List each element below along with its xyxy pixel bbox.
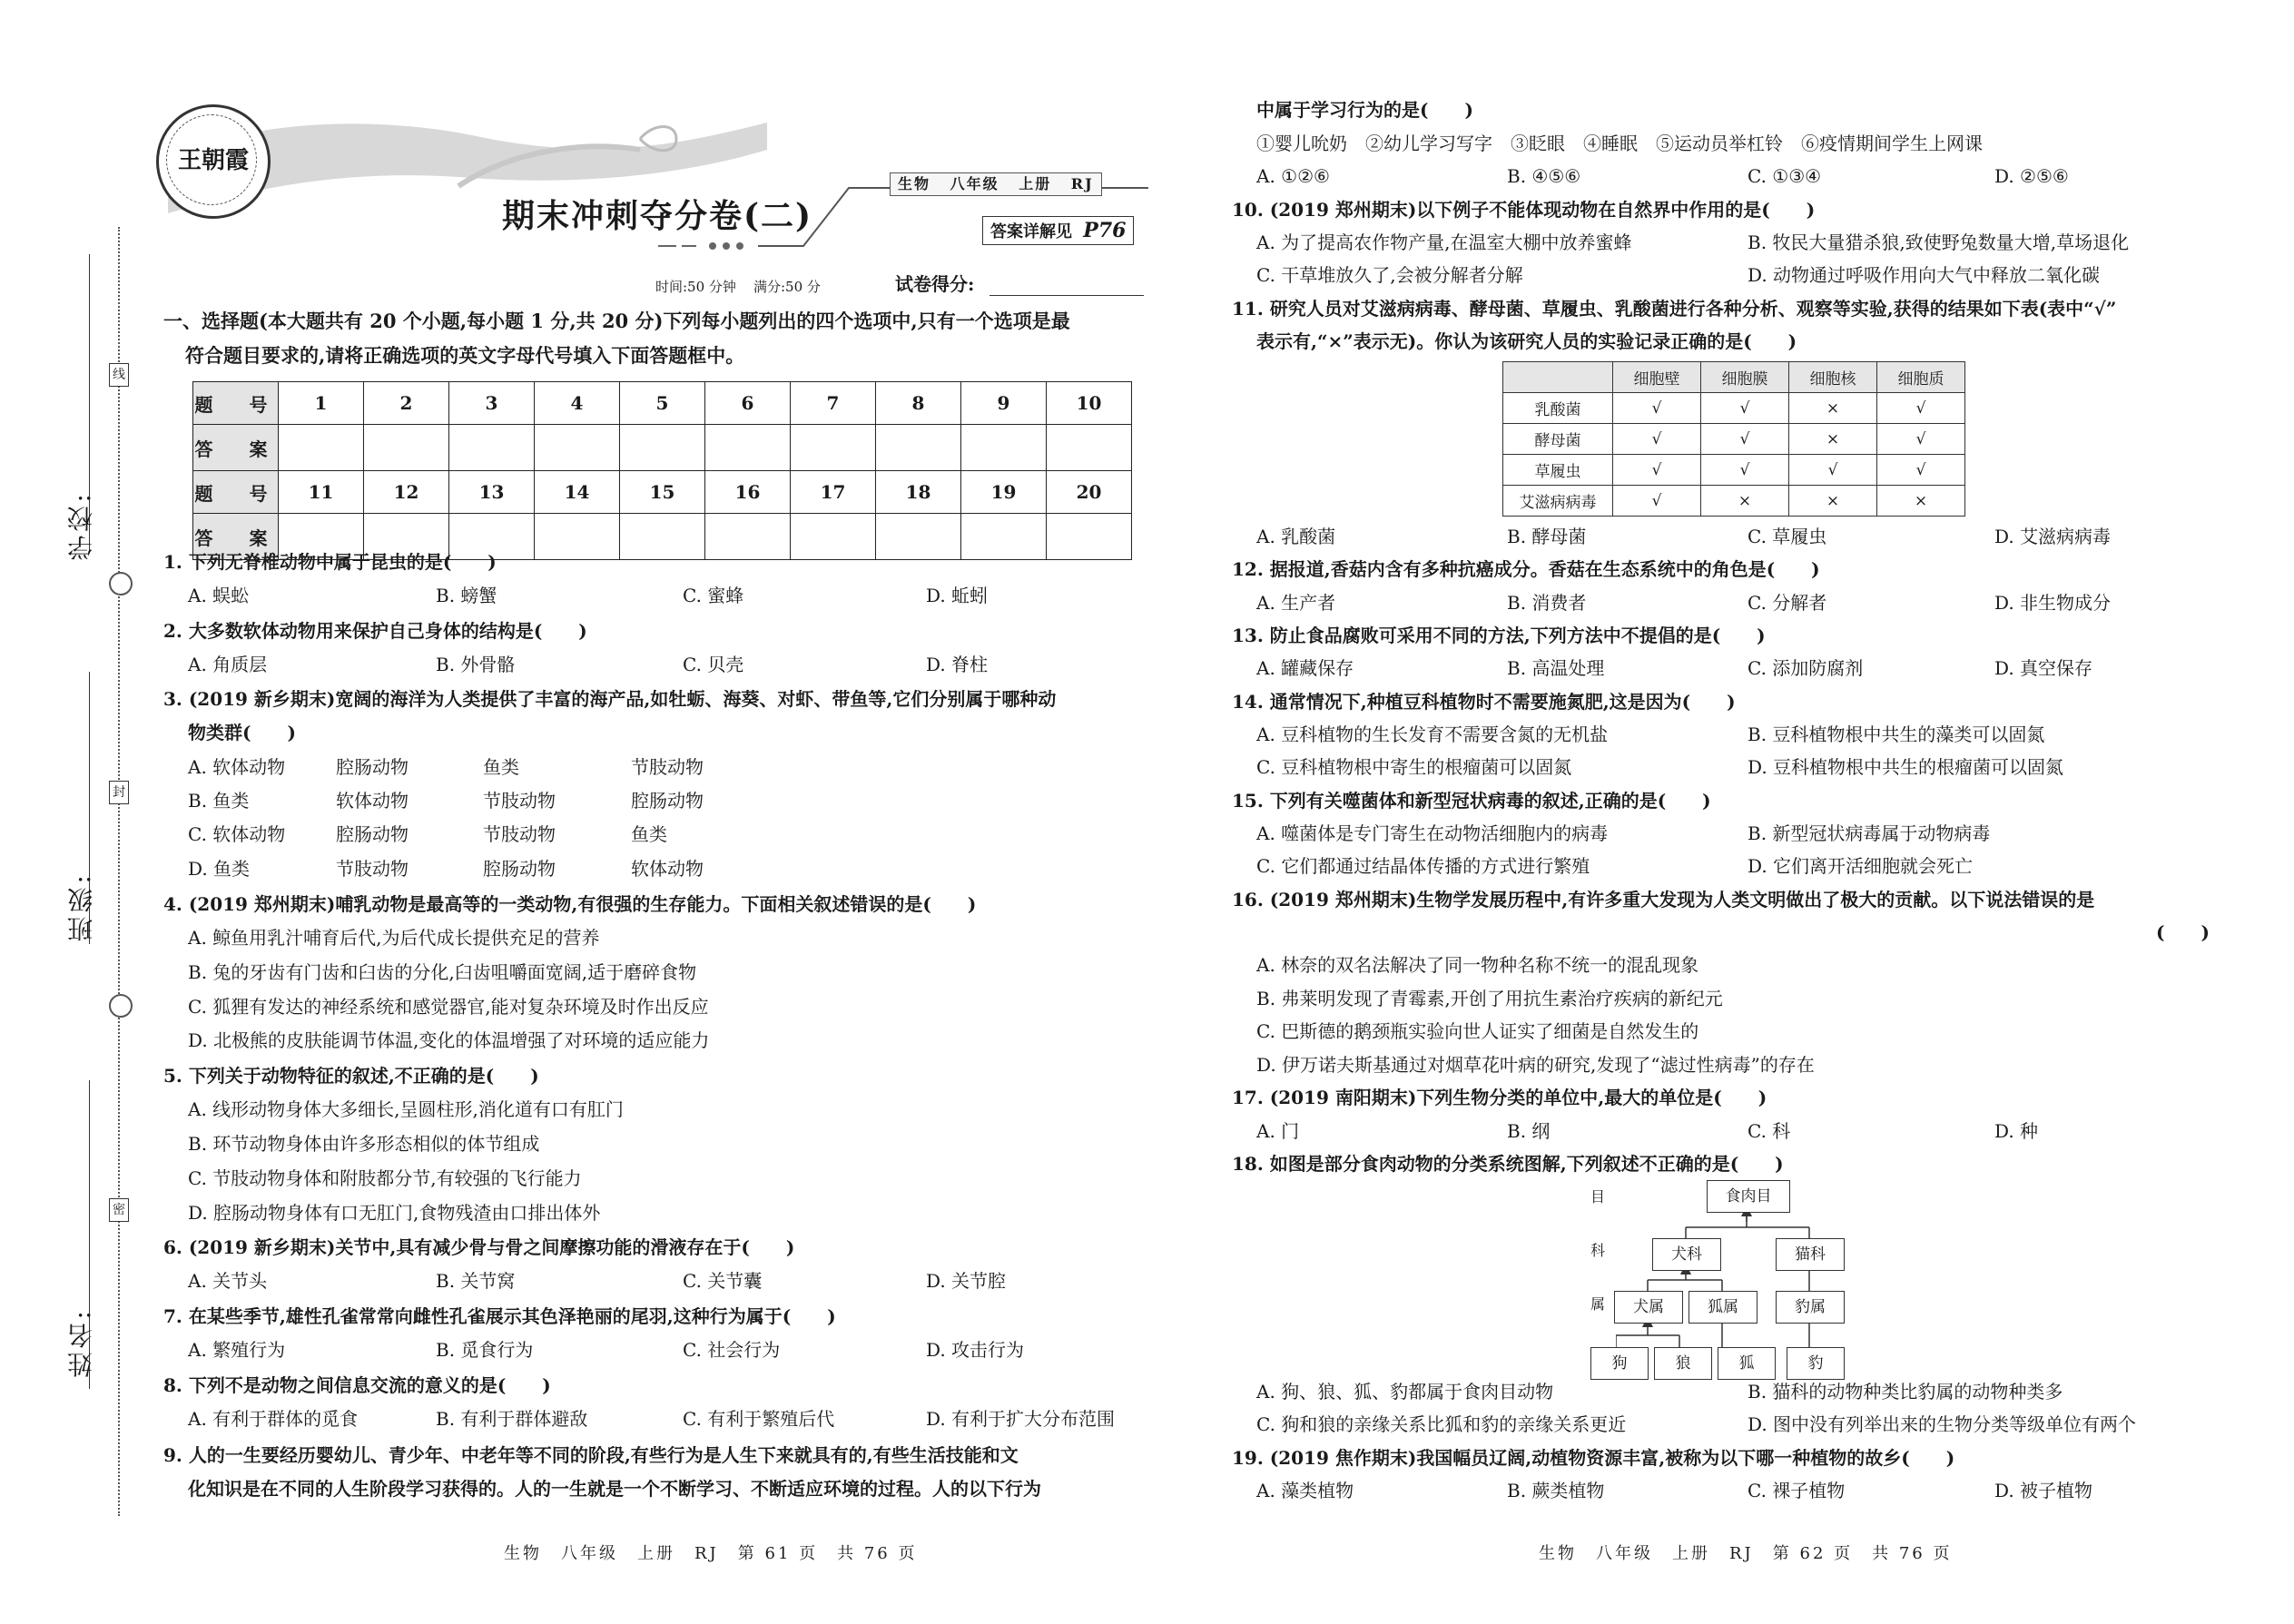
- taxon-species-fox: 狐: [1718, 1347, 1776, 1380]
- binding-mark-line: 线: [109, 363, 129, 387]
- question-15-option-d[interactable]: D. 它们离开活细胞就会死亡: [1748, 855, 1974, 877]
- answer-grid-number: 15: [620, 471, 705, 514]
- cell-table-header: 细胞核: [1789, 362, 1877, 393]
- left-page-footer: 生物 八年级 上册 RJ 第 61 页 共 76 页: [504, 1544, 918, 1563]
- question-15-stem: 15. 下列有关噬菌体和新型冠状病毒的叙述,正确的是( ): [1232, 790, 1711, 812]
- question-11-stem-1: 11. 研究人员对艾滋病病毒、酵母菌、草履虫、乳酸菌进行各种分析、观察等实验,获得的结果如下表(表中“√”: [1232, 298, 2117, 320]
- question-5-option-a[interactable]: A. 线形动物身体大多细长,呈圆柱形,消化道有口有肛门: [188, 1098, 624, 1120]
- tag-edition: RJ: [1070, 175, 1094, 192]
- cell-table-row-label: 乳酸菌: [1503, 393, 1613, 424]
- answer-grid-number: 8: [876, 382, 961, 425]
- cell-table-value: √: [1789, 455, 1877, 486]
- option-b-col2: 软体动物: [336, 790, 409, 812]
- question-16-stem: 16. (2019 郑州期末)生物学发展历程中,有许多重大发现为人类文明做出了极大的贡献。以下说法错误的是: [1232, 889, 2095, 910]
- question-16-option-c[interactable]: C. 巴斯德的鹅颈瓶实验向世人证实了细菌是自然发生的: [1256, 1020, 1699, 1042]
- name-label: 姓名:: [66, 1307, 96, 1378]
- answer-grid-number: 7: [791, 382, 876, 425]
- tag-volume: 上册: [1019, 175, 1052, 192]
- question-9-option-a[interactable]: A. ①②⑥: [1256, 165, 1330, 187]
- question-13-option-d[interactable]: D. 真空保存: [1994, 657, 2093, 679]
- class-label: 班级:: [66, 871, 96, 942]
- question-4-option-a[interactable]: A. 鲸鱼用乳汁哺育后代,为后代成长提供充足的营养: [188, 927, 600, 949]
- cell-table-value: ×: [1789, 424, 1877, 455]
- answer-grid-number: 19: [961, 471, 1047, 514]
- question-9-option-c[interactable]: C. ①③④: [1748, 165, 1822, 187]
- answer-grid-number: 2: [364, 382, 449, 425]
- school-label: 学校:: [66, 490, 96, 561]
- question-1-option-a[interactable]: A. 蜈蚣: [188, 585, 250, 606]
- answer-cell[interactable]: [535, 425, 620, 471]
- paper-title: 期末冲刺夺分卷(二): [502, 197, 813, 235]
- question-19-option-c[interactable]: C. 裸子植物: [1748, 1480, 1846, 1501]
- question-14-option-d[interactable]: D. 豆科植物根中共生的根瘤菌可以固氮: [1748, 756, 2064, 778]
- answer-cell[interactable]: [1047, 425, 1132, 471]
- question-6-stem: 6. (2019 新乡期末)关节中,具有减少骨与骨之间摩擦功能的滑液存在于( ): [163, 1236, 795, 1258]
- option-a-col2: 腔肠动物: [336, 756, 409, 778]
- question-3-stem-cont: 物类群( ): [188, 722, 296, 743]
- question-11-option-b[interactable]: B. 酵母菌: [1507, 526, 1587, 547]
- question-2-stem: 2. 大多数软体动物用来保护自己身体的结构是( ): [163, 620, 587, 642]
- option-c-col2: 腔肠动物: [336, 823, 409, 845]
- question-10-option-a[interactable]: A. 为了提高农作物产量,在温室大棚中放养蜜蜂: [1256, 231, 1632, 253]
- answer-cell[interactable]: [705, 514, 791, 560]
- question-14-option-a[interactable]: A. 豆科植物的生长发育不需要含氮的无机盐: [1256, 723, 1609, 745]
- taxon-family-felidae: 猫科: [1776, 1238, 1845, 1271]
- taxon-species-leopard: 豹: [1787, 1347, 1845, 1380]
- question-9-option-b[interactable]: B. ④⑤⑥: [1507, 165, 1581, 187]
- answer-cell[interactable]: [535, 514, 620, 560]
- question-17-option-c[interactable]: C. 科: [1748, 1120, 1791, 1142]
- answer-grid-number: 1: [279, 382, 364, 425]
- score-label: 试卷得分:: [895, 273, 975, 295]
- option-a-col3: 鱼类: [483, 756, 519, 778]
- level-order-label: 目: [1590, 1188, 1606, 1206]
- logo-text: 王朝霞: [177, 147, 249, 174]
- answer-cell[interactable]: [961, 425, 1047, 471]
- option-d-col3: 腔肠动物: [483, 858, 556, 880]
- answer-grid-number: 17: [791, 471, 876, 514]
- question-18-option-b[interactable]: B. 猫科的动物种类比豹属的动物种类多: [1748, 1381, 2063, 1403]
- cell-table-row-label: 草履虫: [1503, 455, 1613, 486]
- answer-grid-header: 题 号: [193, 382, 279, 425]
- answer-grid-number: 18: [876, 471, 961, 514]
- question-6-option-c[interactable]: C. 关节囊: [683, 1270, 763, 1292]
- question-2-option-c[interactable]: C. 贝壳: [683, 654, 744, 675]
- option-c-col1: C. 软体动物: [188, 823, 286, 845]
- answer-grid-number: 20: [1047, 471, 1132, 514]
- answer-cell[interactable]: [364, 425, 449, 471]
- question-7-option-a[interactable]: A. 繁殖行为: [188, 1339, 286, 1361]
- answer-grid-number: 3: [449, 382, 535, 425]
- section-1-instructions-2: 符合题目要求的,请将正确选项的英文字母代号填入下面答题框中。: [185, 344, 745, 367]
- cell-table-value: √: [1877, 424, 1965, 455]
- question-11-option-a[interactable]: A. 乳酸菌: [1256, 526, 1336, 547]
- question-1-option-c[interactable]: C. 蜜蜂: [683, 585, 744, 606]
- answer-grid-number: 11: [279, 471, 364, 514]
- question-13-option-a[interactable]: A. 罐藏保存: [1256, 657, 1354, 679]
- taxon-genus-vulpes: 狐属: [1689, 1291, 1757, 1324]
- answer-cell[interactable]: [620, 514, 705, 560]
- answer-grid-number: 16: [705, 471, 791, 514]
- option-d-col1: D. 鱼类: [188, 858, 251, 880]
- question-12-option-c[interactable]: C. 分解者: [1748, 592, 1827, 614]
- question-13-stem: 13. 防止食品腐败可采用不同的方法,下列方法中不提倡的是( ): [1232, 625, 1766, 646]
- answer-grid-number: 13: [449, 471, 535, 514]
- answer-cell[interactable]: [961, 514, 1047, 560]
- tag-subject: 生物: [898, 175, 931, 192]
- question-17-option-a[interactable]: A. 门: [1256, 1120, 1300, 1142]
- question-3-stem: 3. (2019 新乡期末)宽阔的海洋为人类提供了丰富的海产品,如牡蛎、海葵、对虾、带鱼等,它们分别属于哪种动: [163, 688, 1057, 710]
- question-15-option-a[interactable]: A. 噬菌体是专门寄生在动物活细胞内的病毒: [1256, 822, 1609, 844]
- cell-table-value: √: [1877, 455, 1965, 486]
- cell-table-value: ×: [1789, 486, 1877, 517]
- question-17-option-d[interactable]: D. 种: [1994, 1120, 2039, 1142]
- taxon-family-canidae: 犬科: [1652, 1238, 1721, 1271]
- option-d-col4: 软体动物: [631, 858, 704, 880]
- question-17-stem: 17. (2019 南阳期末)下列生物分类的单位中,最大的单位是( ): [1232, 1087, 1767, 1108]
- question-16-option-d[interactable]: D. 伊万诺夫斯基通过对烟草花叶病的研究,发现了“滤过性病毒”的存在: [1256, 1054, 1815, 1076]
- question-7-option-c[interactable]: C. 社会行为: [683, 1339, 781, 1361]
- question-6-option-d[interactable]: D. 关节腔: [926, 1270, 1007, 1292]
- tag-grade: 八年级: [950, 175, 999, 192]
- question-1-option-d[interactable]: D. 蚯蚓: [926, 585, 989, 606]
- question-10-stem: 10. (2019 郑州期末)以下例子不能体现动物在自然界中作用的是( ): [1232, 199, 1816, 221]
- question-9-option-d[interactable]: D. ②⑤⑥: [1994, 165, 2069, 187]
- question-4-option-c[interactable]: C. 狐狸有发达的神经系统和感觉器官,能对复杂环境及时作出反应: [188, 996, 709, 1018]
- question-19-option-a[interactable]: A. 藻类植物: [1256, 1480, 1354, 1501]
- binding-hole-2: [109, 994, 133, 1018]
- taxon-genus-panthera: 豹属: [1776, 1291, 1845, 1324]
- question-9-items: ①婴儿吮奶 ②幼儿学习写字 ③眨眼 ④睡眠 ⑤运动员举杠铃 ⑥疫情期间学生上网课: [1256, 133, 1983, 154]
- question-9-stem-2: 化知识是在不同的人生阶段学习获得的。人的一生就是一个不断学习、不断适应环境的过程。人的以下行为: [188, 1478, 1041, 1500]
- question-12-option-b[interactable]: B. 消费者: [1507, 592, 1587, 614]
- question-9-stem-1: 9. 人的一生要经历婴幼儿、青少年、中老年等不同的阶段,有些行为是人生下来就具有的,有些生活技能和文: [163, 1444, 1019, 1466]
- question-13-option-c[interactable]: C. 添加防腐剂: [1748, 657, 1864, 679]
- cell-table-value: √: [1701, 455, 1789, 486]
- binding-mark-seal: 封: [109, 781, 129, 804]
- level-genus-label: 属: [1590, 1295, 1606, 1313]
- question-12-option-a[interactable]: A. 生产者: [1256, 592, 1336, 614]
- answer-cell[interactable]: [1047, 514, 1132, 560]
- question-2-option-a[interactable]: A. 角质层: [188, 654, 268, 675]
- question-14-stem: 14. 通常情况下,种植豆科植物时不需要施氮肥,这是因为( ): [1232, 691, 1736, 713]
- taxon-genus-canis: 犬属: [1614, 1291, 1683, 1324]
- question-2-option-b[interactable]: B. 外骨骼: [436, 654, 516, 675]
- question-7-option-d[interactable]: D. 攻击行为: [926, 1339, 1025, 1361]
- question-13-option-b[interactable]: B. 高温处理: [1507, 657, 1605, 679]
- answer-cell[interactable]: [705, 425, 791, 471]
- question-7-stem: 7. 在某些季节,雄性孔雀常常向雌性孔雀展示其色泽艳丽的尾羽,这种行为属于( ): [163, 1305, 836, 1327]
- full-score: 满分:50 分: [753, 279, 821, 295]
- answer-grid: [192, 381, 1132, 560]
- answer-cell[interactable]: [876, 514, 961, 560]
- question-5-stem: 5. 下列关于动物特征的叙述,不正确的是( ): [163, 1065, 539, 1087]
- cell-table-value: ×: [1701, 486, 1789, 517]
- answer-grid-answer-label: 答 案: [193, 514, 279, 560]
- binding-mark-secret: 密: [109, 1198, 129, 1222]
- question-5-option-b[interactable]: B. 环节动物身体由许多形态相似的体节组成: [188, 1133, 540, 1155]
- question-17-option-b[interactable]: B. 纲: [1507, 1120, 1551, 1142]
- cell-table-value: ×: [1789, 393, 1877, 424]
- option-b-col4: 腔肠动物: [631, 790, 704, 812]
- cell-table-value: √: [1613, 393, 1701, 424]
- question-7-option-b[interactable]: B. 觅食行为: [436, 1339, 534, 1361]
- question-18-option-c[interactable]: C. 狗和狼的亲缘关系比狐和豹的亲缘关系更近: [1256, 1413, 1627, 1435]
- answer-ref-label: 答案详解见: [990, 222, 1072, 241]
- subject-tag: [890, 172, 1102, 196]
- cell-table-value: √: [1877, 393, 1965, 424]
- option-c-col3: 节肢动物: [483, 823, 556, 845]
- cell-table-header: 细胞壁: [1613, 362, 1701, 393]
- answer-grid-number: 14: [535, 471, 620, 514]
- answer-grid-number: 4: [535, 382, 620, 425]
- question-8-option-a[interactable]: A. 有利于群体的觅食: [188, 1408, 359, 1430]
- question-10-option-c[interactable]: C. 干草堆放久了,会被分解者分解: [1256, 264, 1523, 286]
- cell-table-row-label: 艾滋病病毒: [1503, 486, 1613, 517]
- cell-table-value: √: [1613, 486, 1701, 517]
- question-10-option-b[interactable]: B. 牧民大量猎杀狼,致使野兔数量大增,草场退化: [1748, 231, 2130, 253]
- question-11-stem-2: 表示有,“×”表示无)。你认为该研究人员的实验记录正确的是( ): [1256, 330, 1797, 352]
- answer-grid-answer-label: 答 案: [193, 425, 279, 471]
- taxon-order: 食肉目: [1707, 1180, 1790, 1213]
- cell-table-row-label: 酵母菌: [1503, 424, 1613, 455]
- cell-table-value: √: [1701, 424, 1789, 455]
- option-a-col4: 节肢动物: [631, 756, 704, 778]
- cell-table-value: √: [1613, 424, 1701, 455]
- question-6-option-b[interactable]: B. 关节窝: [436, 1270, 516, 1292]
- question-14-option-c[interactable]: C. 豆科植物根中寄生的根瘤菌可以固氮: [1256, 756, 1572, 778]
- cell-table-corner: [1503, 362, 1613, 393]
- option-c-col4: 鱼类: [631, 823, 667, 845]
- answer-grid-number: 6: [705, 382, 791, 425]
- question-19-option-d[interactable]: D. 被子植物: [1994, 1480, 2093, 1501]
- cell-table-value: √: [1613, 455, 1701, 486]
- question-19-option-b[interactable]: B. 蕨类植物: [1507, 1480, 1605, 1501]
- answer-reference: [982, 216, 1134, 245]
- question-1-stem: 1. 下列无脊椎动物中属于昆虫的是( ): [163, 551, 497, 573]
- answer-grid-number: 12: [364, 471, 449, 514]
- option-d-col2: 节肢动物: [336, 858, 409, 880]
- question-16-option-a[interactable]: A. 林奈的双名法解决了同一物种名称不统一的混乱现象: [1256, 954, 1699, 976]
- question-8-stem: 8. 下列不是动物之间信息交流的意义的是( ): [163, 1374, 551, 1396]
- cell-structure-table: [1502, 361, 1965, 517]
- option-b-col1: B. 鱼类: [188, 790, 250, 812]
- question-11-option-d[interactable]: D. 艾滋病病毒: [1994, 526, 2112, 547]
- question-18-option-a[interactable]: A. 狗、狼、狐、豹都属于食肉目动物: [1256, 1381, 1554, 1403]
- answer-cell[interactable]: [791, 425, 876, 471]
- answer-cell[interactable]: [791, 514, 876, 560]
- question-4-option-b[interactable]: B. 兔的牙齿有门齿和臼齿的分化,臼齿咀嚼面宽阔,适于磨碎食物: [188, 961, 697, 983]
- answer-cell[interactable]: [279, 425, 364, 471]
- question-6-option-a[interactable]: A. 关节头: [188, 1270, 268, 1292]
- question-16-option-b[interactable]: B. 弗莱明发现了青霉素,开创了用抗生素治疗疾病的新纪元: [1256, 988, 1723, 1009]
- question-9-stem-3: 中属于学习行为的是( ): [1256, 99, 1473, 121]
- answer-ref-page: P76: [1083, 219, 1127, 242]
- question-8-option-b[interactable]: B. 有利于群体避敌: [436, 1408, 588, 1430]
- question-15-option-b[interactable]: B. 新型冠状病毒属于动物病毒: [1748, 822, 1991, 844]
- taxon-species-dog: 狗: [1590, 1347, 1649, 1380]
- binding-hole-1: [109, 572, 133, 595]
- cell-table-value: ×: [1877, 486, 1965, 517]
- question-4-option-d[interactable]: D. 北极熊的皮肤能调节体温,变化的体温增强了对环境的适应能力: [188, 1029, 710, 1051]
- question-8-option-d[interactable]: D. 有利于扩大分布范围: [926, 1408, 1116, 1430]
- answer-cell[interactable]: [449, 425, 535, 471]
- brand-logo: [156, 104, 271, 219]
- question-10-option-d[interactable]: D. 动物通过呼吸作用向大气中释放二氧化碳: [1748, 264, 2101, 286]
- question-2-option-d[interactable]: D. 脊柱: [926, 654, 989, 675]
- question-5-option-c[interactable]: C. 节肢动物身体和附肢都分节,有较强的飞行能力: [188, 1167, 582, 1189]
- question-5-option-d[interactable]: D. 腔肠动物身体有口无肛门,食物残渣由口排出体外: [188, 1202, 601, 1224]
- question-15-option-c[interactable]: C. 它们都通过结晶体传播的方式进行繁殖: [1256, 855, 1590, 877]
- binding-line: [118, 227, 120, 1516]
- question-14-option-b[interactable]: B. 豆科植物根中共生的藻类可以固氮: [1748, 723, 2045, 745]
- cell-table-value: √: [1701, 393, 1789, 424]
- answer-cell[interactable]: [876, 425, 961, 471]
- answer-grid-header: 题 号: [193, 471, 279, 514]
- question-1-option-b[interactable]: B. 螃蟹: [436, 585, 497, 606]
- answer-cell[interactable]: [620, 425, 705, 471]
- time-limit: 时间:50 分钟: [655, 279, 736, 295]
- option-b-col3: 节肢动物: [483, 790, 556, 812]
- question-12-option-d[interactable]: D. 非生物成分: [1994, 592, 2112, 614]
- question-12-stem: 12. 据报道,香菇内含有多种抗癌成分。香菇在生态系统中的角色是( ): [1232, 558, 1820, 580]
- answer-grid-number: 10: [1047, 382, 1132, 425]
- section-1-instructions-1: 一、选择题(本大题共有 20 个小题,每小题 1 分,共 20 分)下列每小题列出的四个选项中,只有一个选项是最: [163, 310, 1070, 332]
- right-page-footer: 生物 八年级 上册 RJ 第 62 页 共 76 页: [1539, 1544, 1953, 1563]
- question-18-option-d[interactable]: D. 图中没有列举出来的生物分类等级单位有两个: [1748, 1413, 2137, 1435]
- answer-grid-number: 5: [620, 382, 705, 425]
- question-18-stem: 18. 如图是部分食肉动物的分类系统图解,下列叙述不正确的是( ): [1232, 1153, 1784, 1175]
- cell-table-header: 细胞膜: [1701, 362, 1789, 393]
- cell-table-header: 细胞质: [1877, 362, 1965, 393]
- question-19-stem: 19. (2019 焦作期末)我国幅员辽阔,动植物资源丰富,被称为以下哪一种植物的故乡( ): [1232, 1447, 1955, 1469]
- question-4-stem: 4. (2019 郑州期末)哺乳动物是最高等的一类动物,有很强的生存能力。下面相关叙述错误的是( ): [163, 893, 977, 915]
- taxon-species-wolf: 狼: [1654, 1347, 1712, 1380]
- question-16-paren: ( ): [2156, 921, 2210, 943]
- answer-grid-number: 9: [961, 382, 1047, 425]
- level-family-label: 科: [1590, 1242, 1606, 1259]
- question-11-option-c[interactable]: C. 草履虫: [1748, 526, 1827, 547]
- question-8-option-c[interactable]: C. 有利于繁殖后代: [683, 1408, 835, 1430]
- score-blank[interactable]: [989, 295, 1144, 296]
- option-a-col1: A. 软体动物: [188, 756, 286, 778]
